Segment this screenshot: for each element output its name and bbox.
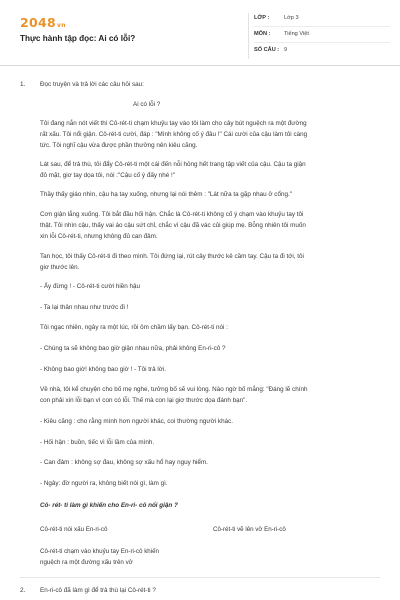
question-2-prompt: En-ri-cô đã làm gì để trả thù lại Cô-rét-ti ?	[40, 587, 156, 594]
answer-option[interactable]	[40, 547, 159, 568]
story-line: rất xấu. Tôi nổi giận. Cô-rét-ti cười, đáp : "Mình không cố ý đâu !" Cái cười của cậu làm tôi càng	[40, 131, 308, 138]
story-line: Tôi đang nắn nót viết thì Cô-rét-ti chạm khuỷu tay vào tôi làm cho cây bút nguệch ra một đường	[40, 120, 307, 127]
answer-option-line: nguệch ra một đường xấu trên vở	[40, 558, 133, 566]
story-line: Cơn giận lắng xuống. Tôi bắt đầu hối hận. Chắc là Cô-rét-ti không cố ý chạm vào khuỷu tay tôi	[40, 211, 304, 218]
story-line: - Không bao giờ! không bao giờ ! - Tôi trả lời.	[40, 366, 167, 373]
meta-subject	[254, 29, 390, 43]
meta-subject-key: MÔN :	[254, 31, 271, 37]
story-line: Tôi ngạc nhiên, ngây ra một lúc, rồi ôm chầm lấy bạn. Cô-rét-ti nói :	[40, 324, 228, 331]
story-line: Lát sau, để trả thù, tôi đẩy Cô-rét-ti một cái đến nỗi hỏng hết trang tập viết của cậu. Cậu ta giận	[40, 161, 306, 168]
story-title: Ai có lỗi ?	[133, 101, 161, 108]
logo-text: 2048	[20, 15, 56, 30]
meta-divider	[248, 13, 249, 59]
meta-grade-key: LỚP :	[254, 15, 270, 21]
answer-option[interactable]: Cô-rét-ti nói xấu En-ri-cô	[40, 526, 108, 533]
meta-count-value: 9	[284, 47, 288, 53]
worksheet-header	[0, 0, 400, 66]
vocab-line: - Ngây: đờ người ra, không biết nói gì, làm gì.	[40, 480, 168, 487]
vocab-line: - Can đảm : không sợ đau, không sợ xấu hổ hay nguy hiểm.	[40, 459, 208, 466]
question-2-number: 2.	[20, 587, 26, 594]
story-line: đỏ mặt, giơ tay dọa tôi, nói :"Cậu cố ý đấy nhé !"	[40, 172, 175, 179]
sub-question: Cô- rét- ti làm gì khiến cho En-ri- cô nổi giận ?	[40, 502, 178, 509]
story-line: Tan học, tôi thấy Cô-rét-ti đi theo mình. Tôi đứng lại, rút cây thước kẻ cầm tay. Cậu ta đi tới, tôi	[40, 253, 304, 260]
vocab-line: - Hối hận : buồn, tiếc vì lỗi lầm của mình.	[40, 439, 155, 446]
story-line: Thầy thấy giáo nhìn, cậu hạ tay xuống, nhưng lại nói thêm : "Lát nữa ta gặp nhau ở cổng."	[40, 191, 292, 198]
meta-subject-value: Tiếng Việt	[284, 31, 309, 37]
site-logo[interactable]	[20, 15, 66, 30]
question-1-prompt: Đọc truyện và trả lời các câu hỏi sau:	[40, 81, 144, 88]
story-line: tức. Tôi nghĩ cậu vừa được phần thưởng nên kiêu căng.	[40, 142, 198, 149]
worksheet-title: Thực hành tập đọc: Ai có lỗi?	[20, 34, 136, 43]
meta-question-count	[254, 45, 390, 59]
meta-grade-value: Lớp 3	[284, 15, 299, 21]
story-line: Về nhà, tôi kể chuyện cho bố mẹ nghe, tưởng bố sẽ vui lòng. Nào ngờ bố mắng: "Đáng lẽ chính	[40, 386, 308, 393]
story-line: - Ta lại thân nhau như trước đi !	[40, 304, 129, 311]
answer-option[interactable]: Cô-rét-ti vẽ lên vở En-ri-cô	[213, 526, 286, 533]
answer-option-line: Cô-rét-ti chạm vào khuỷu tay En-ri-cô khiến	[40, 548, 159, 555]
story-line: con phải xin lỗi bạn vì con có lỗi. Thế mà con lại giơ thước dọa đánh bạn".	[40, 397, 248, 404]
question-1-number: 1.	[20, 81, 26, 88]
story-line: giơ thước lên.	[40, 264, 80, 271]
meta-count-key: SỐ CÂU :	[254, 47, 280, 53]
worksheet-content	[0, 66, 400, 600]
logo-suffix: vn	[57, 22, 66, 29]
question-divider	[20, 577, 380, 578]
story-line: - Chúng ta sẽ không bao giờ giận nhau nữa, phải không En-ri-cô ?	[40, 345, 226, 352]
vocab-line: - Kiêu căng : cho rằng mình hơn người khác, coi thường người khác.	[40, 418, 233, 425]
story-line: - Ấy đừng ! - Cô-rét-ti cười hiền hậu	[40, 283, 141, 290]
story-line: xin lỗi Cô-rét-ti, nhưng không đủ can đảm.	[40, 233, 158, 240]
meta-grade	[254, 13, 390, 27]
story-line: thật. Tôi nhìn cậu, thấy vai áo cậu sứt chỉ, chắc vì cậu đã vác củi giúp mẹ. Bỗng nhiên tôi muốn	[40, 222, 306, 229]
